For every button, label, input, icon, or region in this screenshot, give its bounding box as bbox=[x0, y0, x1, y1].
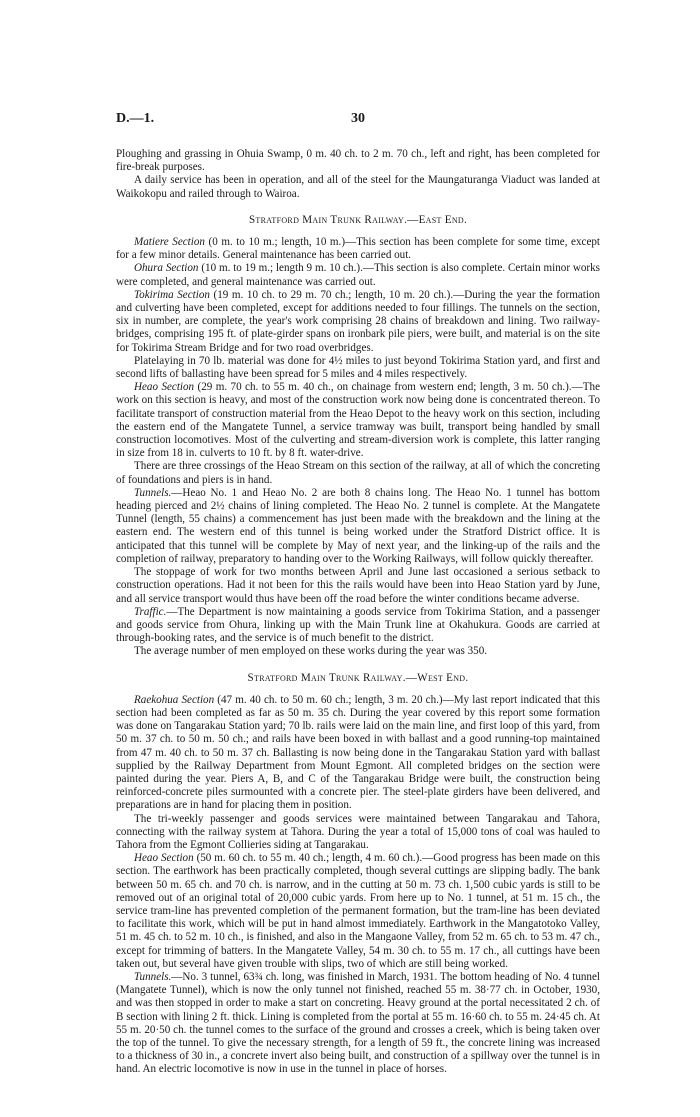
paragraph-text: (47 m. 40 ch. to 50 m. 60 ch.; length, 3 m. 20 ch.)—My last report indicated that this section had been completed as far as 50 m. 35 ch. During the year covered by this report some formation was done on Tangarakau Station yard; 70 lb. rails were laid on the main line, and first loop of this yard, from 50 m. 37 ch. to 50 m. 50 ch.; and rails have been boxed in with ballast and a good running-top maintained from 47 m. 40 ch. to 50 m. 37 ch. Ballasting is now being done in the Tangarakau Station yard with ballast supplied by the Railway Department from Mount Egmont. All completed bridges on the section were painted during the year. Piers A, B, and C of the Tangarakau Bridge were built, the construction being reinforced-concrete piles surmounted with a concrete pier. The steel-plate girders have been delivered, and preparations are in hand for placing them in position. bbox=[116, 693, 600, 812]
paragraph bbox=[116, 487, 600, 566]
paragraph-text: (29 m. 70 ch. to 55 m. 40 ch., on chainage from western end; length, 3 m. 50 ch.).—The work on this section is heavy, and most of the construction work now being done is concentrated thereon. To facilitate transport of construction material from the Heao Depot to the heavy work on this section, including the eastern end of the Mangatete Tunnel, a service tramway was built, transport being handled by small construction locomotives. Most of the culverting and stream-diversion work is complete, this latter ranging in size from 18 in. culverts to 10 ft. by 8 ft. water-drive. bbox=[116, 381, 600, 460]
paragraph-text: —No. 3 tunnel, 63¾ ch. long, was finished in March, 1931. The bottom heading of No. 4 tunnel (Mangatete Tunnel), which is now the only tunnel not finished, reached 55 m. 38·77 ch. in October, 1930, and was then stopped in order to make a start on concreting. Heavy ground at the portal necessitated 2 ch. of B section with lining 2 ft. thick. Lining is completed from the portal at 55 m. 16·60 ch. to 55 m. 24·45 ch. At 55 m. 20·50 ch. the tunnel comes to the surface of the ground and crosses a creek, which is being taken over the top of the tunnel. To give the necessary strength, for a length of 59 ft., the concrete lining was increased to a thickness of 30 in., a concrete invert also being built, and construction of a spillway over the tunnel is in hand. An electric locomotive is now in use in the tunnel in place of horses. bbox=[116, 970, 600, 1076]
paragraph-text: —Heao No. 1 and Heao No. 2 are both 8 chains long. The Heao No. 1 tunnel has bottom heading pierced and 2½ chains of lining completed. The Heao No. 2 tunnel is complete. At the Mangatete Tunnel (length, 55 chains) a commencement has just been made with the breakdown and the lining at the eastern end. The western end of this tunnel is being worked under the Stratford District office. It is anticipated that this tunnel will be complete by May of next year, and the linking-up of the rails and the completion of railway, preparatory to handing over to the Working Railways, will follow quickly thereafter. bbox=[116, 486, 600, 565]
paragraph bbox=[116, 381, 600, 460]
paragraph bbox=[116, 694, 600, 813]
paragraph bbox=[116, 262, 600, 288]
paragraph-lead: Raekohua Section bbox=[134, 693, 215, 706]
paragraph-text: (10 m. to 19 m.; length 9 m. 10 ch.).—This section is also complete. Certain minor works were completed, and general maintenance was carried out. bbox=[116, 262, 600, 288]
paragraph bbox=[116, 606, 600, 646]
paragraph-text: The tri-weekly passenger and goods services were maintained between Tangarakau and Tahora, connecting with the railway system at Tahora. During the year a total of 15,000 tons of coal was hauled to Tahora from the Egmont Collieries siding at Tangarakau. bbox=[116, 812, 600, 851]
paragraph-text: —The Department is now maintaining a goods service from Tokirima Station, and a passenger and goods service from Ohura, linking up with the Main Trunk line at Okahukura. Goods are carried at through-booking rates, and the service is of much benefit to the district. bbox=[116, 605, 600, 645]
paragraph: Ploughing and grassing in Ohuia Swamp, 0 m. 40 ch. to 2 m. 70 ch., left and right, has been completed for fire-break purposes. bbox=[116, 148, 600, 174]
paragraph bbox=[116, 852, 600, 971]
paragraph-text: There are three crossings of the Heao Stream on this section of the railway, at all of which the concreting of foundations and piers is in hand. bbox=[116, 460, 600, 486]
paragraph-lead: Heao Section bbox=[134, 381, 195, 394]
paragraph bbox=[116, 813, 600, 853]
paragraph-text: (0 m. to 10 m.; length, 10 m.)—This section has been complete for some time, except for a few minor details. General maintenance has been carried out. bbox=[116, 236, 600, 262]
section-heading: Stratford Main Trunk Railway.—West End. bbox=[247, 671, 469, 684]
section-heading: Stratford Main Trunk Railway.—East End. bbox=[248, 213, 468, 226]
paragraph bbox=[116, 460, 600, 486]
paragraph-lead: Ohura Section bbox=[134, 262, 199, 275]
paragraph bbox=[116, 971, 600, 1077]
paragraph bbox=[116, 355, 600, 381]
paragraph-text: (19 m. 10 ch. to 29 m. 70 ch.; length, 10 m. 20 ch.).—During the year the formation and culverting have been completed, except for additions needed to four fillings. The tunnels on the section, six in number, are complete, the year's work comprising 28 chains of breakdown and lining. Two railway-bridges, comprising 195 ft. of plate-girder spans on ironbark pile piers, were built, and material is on the site for Tokirima Stream Bridge and for two road overbridges. bbox=[116, 288, 601, 354]
paragraph-lead: Matiere Section bbox=[134, 236, 205, 249]
paragraph-lead: Tunnels. bbox=[134, 970, 172, 983]
page-number: 30 bbox=[351, 111, 365, 126]
paragraph: A daily service has been in operation, and all of the steel for the Maungaturanga Viaduct was landed at Waikokopu and railed through to Wairoa. bbox=[116, 174, 600, 200]
document-body bbox=[116, 148, 600, 1077]
paragraph-lead: Tokirima Section bbox=[134, 288, 210, 301]
paragraph bbox=[116, 566, 600, 606]
paragraph-text: (50 m. 60 ch. to 55 m. 40 ch.; length, 4 m. 60 ch.).—Good progress has been made on this section. The earthwork has been practically completed, though several cuttings are slipping badly. The bank between 50 m. 65 ch. and 70 ch. is narrow, and in the cutting at 50 m. 73 ch. 1,500 cubic yards is still to be removed out of an original total of 20,000 cubic yards. From here up to No. 1 tunnel, at 51 m. 15 ch., the service tram-line has prevented completion of the permanent formation, but the tram-line has been deviated to facilitate this work, which will be put in hand almost immediately. Earthwork in the Mangatotoko Valley, 51 m. 45 ch. to 52 m. 10 ch., is finished, and also in the Mangaone Valley, from 52 m. 65 ch. to 53 m. 47 ch., except for trimming of batters. In the Mangatete Valley, 54 m. 30 ch. to 55 m. 17 ch., all cuttings have been taken out, but several have given trouble with slips, two of which are still being worked. bbox=[116, 852, 600, 970]
page-header bbox=[116, 112, 600, 132]
paragraph bbox=[116, 289, 600, 355]
paragraph bbox=[116, 236, 600, 262]
paragraph bbox=[116, 645, 600, 658]
paragraph-text: The stoppage of work for two months between April and June last occasioned a serious setback to construction operations. Had it not been for this the rails would have been into Heao Station yard by June, and all service transport would thus have been off the road before the winter conditions became adverse. bbox=[116, 566, 600, 605]
paragraph-lead: Heao Section bbox=[134, 852, 194, 865]
paragraph-lead: Tunnels. bbox=[134, 486, 172, 499]
document-reference: D.—1. bbox=[116, 111, 155, 126]
paragraph-lead: Traffic. bbox=[134, 605, 167, 618]
paragraph-text: Platelaying in 70 lb. material was done for 4½ miles to just beyond Tokirima Station yard, and first and second lifts of ballasting have been spread for 5 miles and 4 miles respectively. bbox=[116, 354, 600, 381]
paragraph-text: The average number of men employed on these works during the year was 350. bbox=[134, 645, 488, 658]
